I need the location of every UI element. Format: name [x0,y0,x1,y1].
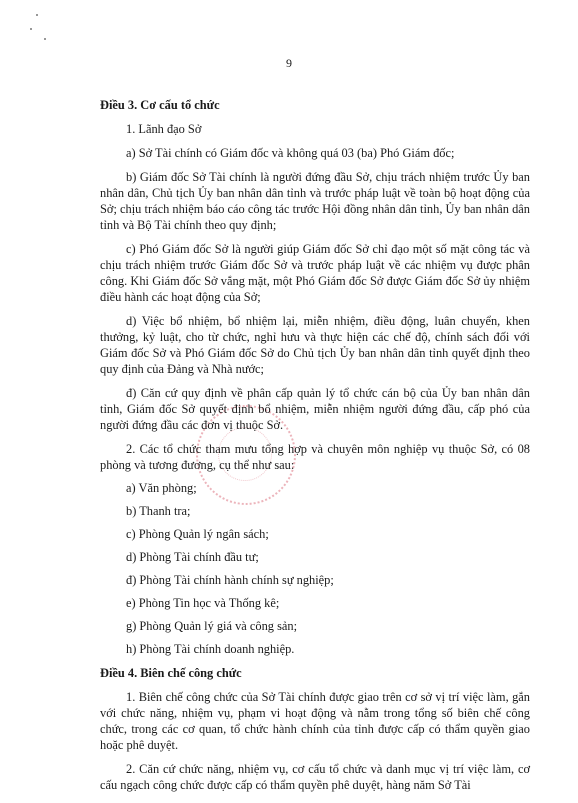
article-4-heading: Điều 4. Biên chế công chức [100,666,242,680]
unit-item: g) Phòng Quản lý giá và công sản; [126,619,298,633]
article-4-paragraph-2: 2. Căn cứ chức năng, nhiệm vụ, cơ cấu tổ chức và danh mục vị trí việc làm, cơ cấu ngạch công chức được cấp có thẩm quyền phê duyệt, hàng năm Sở Tài [100,762,530,792]
paragraph-d: d) Việc bổ nhiệm, bổ nhiệm lại, miễn nhiệm, điều động, luân chuyển, khen thưởng, kỷ luật, cho từ chức, nghỉ hưu và thực hiện các chế độ, chính sách đối với Giám đốc Sở và Phó Giám đốc Sở do Chủ tịch Ủy ban nhân dân tỉnh quyết định theo quy định của Đảng và Nhà nước; [100,314,530,376]
unit-item: a) Văn phòng; [126,481,197,495]
unit-item: h) Phòng Tài chính doanh nghiệp. [126,642,295,656]
scan-speck [44,38,46,40]
document-body [100,97,530,793]
scan-speck [30,28,32,30]
paragraph-c: c) Phó Giám đốc Sở là người giúp Giám đốc Sở chỉ đạo một số mặt công tác và chịu trách nhiệm trước Giám đốc Sở và trước pháp luật về các nhiệm vụ được phân công. Khi Giám đốc Sở vắng mặt, một Phó Giám đốc Sở được Giám đốc Sở ủy nhiệm điều hành các hoạt động của Sở; [100,242,530,304]
paragraph-a: a) Sở Tài chính có Giám đốc và không quá 03 (ba) Phó Giám đốc; [126,146,455,160]
section-2-units: 2. Các tổ chức tham mưu tổng hợp và chuyên môn nghiệp vụ thuộc Sở, có 08 phòng và tương đương, cụ thể như sau: [100,442,530,472]
unit-item: đ) Phòng Tài chính hành chính sự nghiệp; [126,573,334,587]
article-4-paragraph-1: 1. Biên chế công chức của Sở Tài chính được giao trên cơ sở vị trí việc làm, gắn với chức năng, nhiệm vụ, phạm vi hoạt động và nằm trong tổng số biên chế công chức, trong các cơ quan, tổ chức hành chính của tỉnh được cấp có thẩm quyền giao hoặc phê duyệt. [100,690,530,752]
unit-item: b) Thanh tra; [126,504,191,518]
section-1-leadership: 1. Lãnh đạo Sở [126,122,202,136]
paragraph-dd: đ) Căn cứ quy định về phân cấp quản lý tổ chức cán bộ của Ủy ban nhân dân tỉnh, Giám đốc Sở quyết định bổ nhiệm, miễn nhiệm người đứng đầu, cấp phó của người đứng đầu các đơn vị thuộc Sở. [100,386,530,432]
page-number: 9 [286,56,292,70]
unit-item: e) Phòng Tin học và Thống kê; [126,596,280,610]
unit-item: c) Phòng Quản lý ngân sách; [126,527,269,541]
scan-speck [36,14,38,16]
paragraph-b: b) Giám đốc Sở Tài chính là người đứng đầu Sở, chịu trách nhiệm trước Ủy ban nhân dân, Chủ tịch Ủy ban nhân dân tỉnh và trước pháp luật về toàn bộ hoạt động của Sở; chịu trách nhiệm báo cáo công tác trước Hội đồng nhân dân tỉnh, Ủy ban nhân dân tỉnh và Bộ Tài chính theo quy định; [100,170,530,232]
unit-item: d) Phòng Tài chính đầu tư; [126,550,259,564]
article-3-heading: Điều 3. Cơ cấu tổ chức [100,98,220,112]
